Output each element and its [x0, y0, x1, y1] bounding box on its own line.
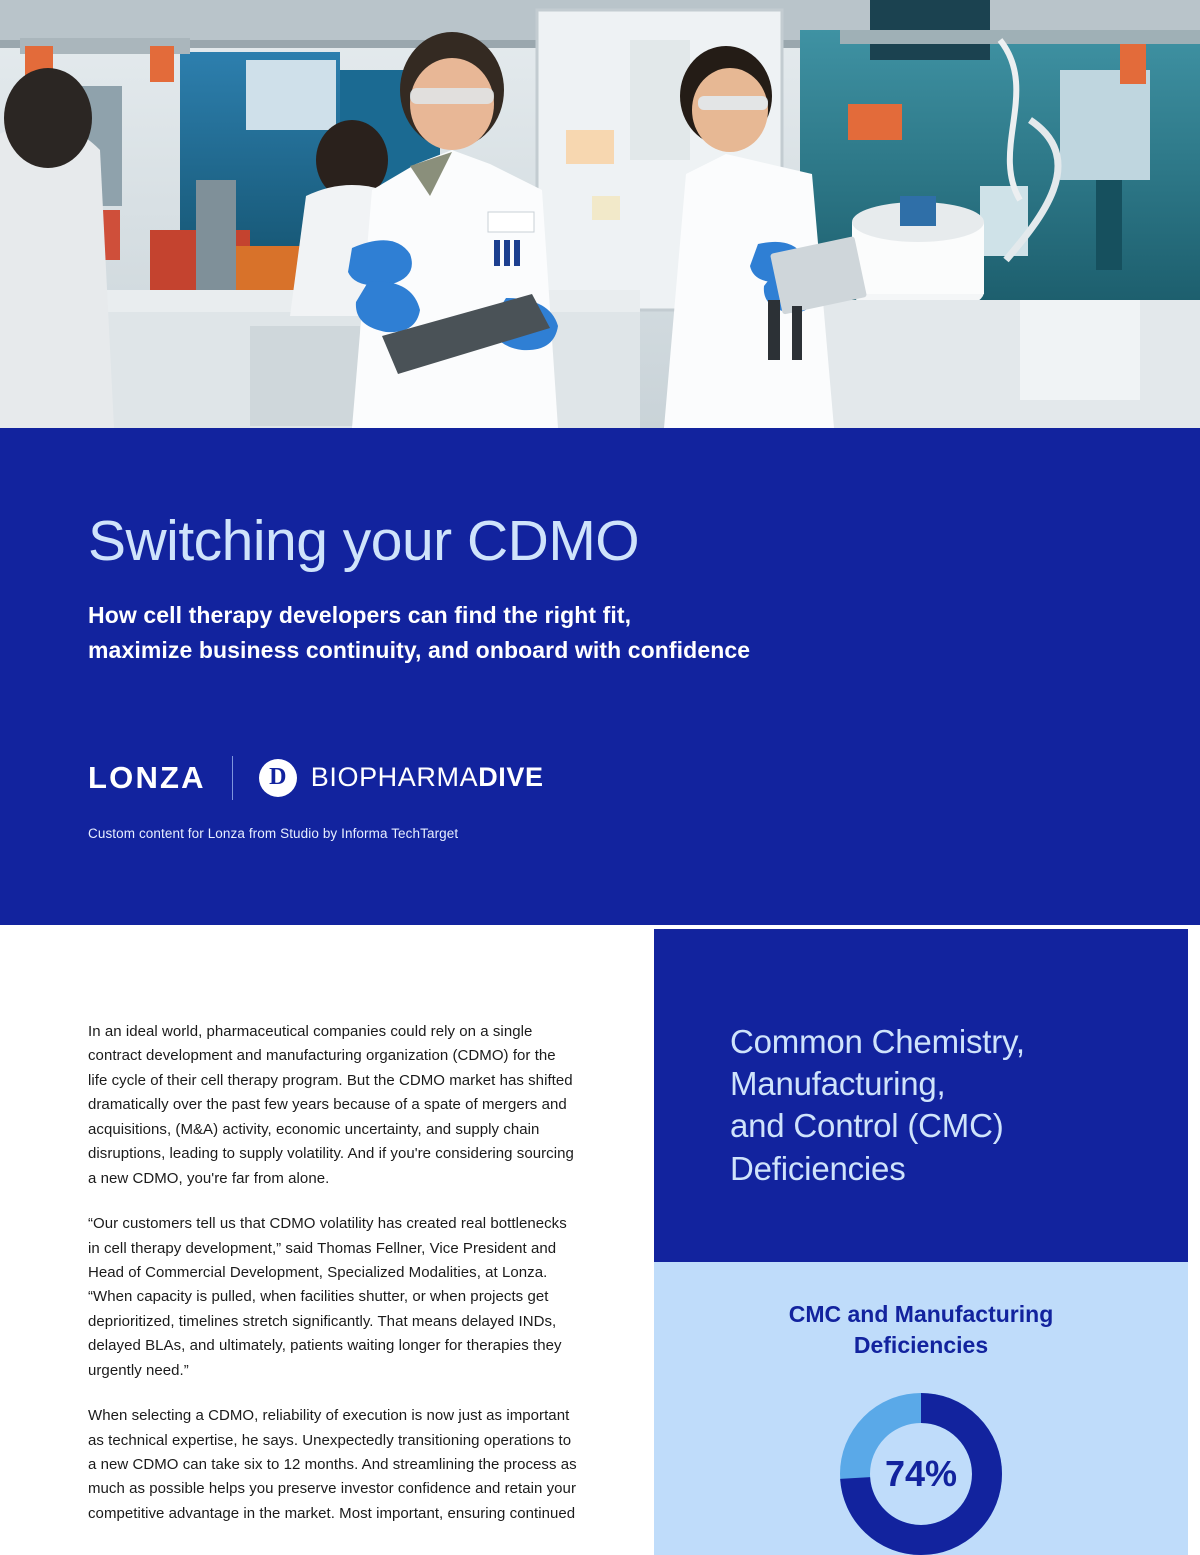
sidebar-heading [730, 1021, 1140, 1190]
stat-title-line-2: Deficiencies [853, 1331, 989, 1358]
sidebar-heading-line-2: Manufacturing, [730, 1065, 946, 1103]
subtitle-line-1: How cell therapy developers can find the right fit, [88, 601, 632, 628]
brand-lockup [88, 758, 1088, 798]
sidebar-callout [654, 929, 1188, 1555]
sidebar-stat-block [654, 1262, 1188, 1555]
lonza-logo: LONZA [88, 759, 206, 795]
sidebar-heading-line-1: Common Chemistry, [730, 1023, 1025, 1060]
article-paragraph: “Our customers tell us that CDMO volatility has created real bottlenecks in cell therapy development,” said Thomas Fellner, Vice President and Head of Commercial Development, Specialized Modalities, at Lonza. “When capacity is pulled, when facilities shutter, or when projects get deprioritized, timelines stretch significantly. That means delayed INDs, delayed BLAs, and ultimately, patients waiting longer for therapies they urgently need.” [88, 1215, 567, 1379]
subtitle-line-2: maximize business continuity, and onboard with confidence [88, 636, 751, 663]
sidebar-heading-block [654, 929, 1188, 1262]
stat-title-line-1: CMC and Manufacturing [788, 1301, 1054, 1327]
wordmark-biopharma: BIOPHARMA [310, 762, 479, 793]
brand-divider [232, 756, 233, 800]
article-paragraph: When selecting a CDMO, reliability of execution is now just as important as technical expertise, he says. Unexpectedly transitioning operations to a new CDMO can take six to 12 months. And streamlining the process as much as possible helps you preserve investor confidence and retain your competitive advantage in the market. Most important, ensuring continued [88, 1407, 577, 1522]
article-paragraph: In an ideal world, pharmaceutical companies could rely on a single contract development and manufacturing organization (CDMO) for the life cycle of their cell therapy program. But the CDMO market has shifted dramatically over the past few years because of a spate of mergers and acquisitions, (M&A) activity, economic uncertainty, and supply chain disruptions, leading to supply volatility. And if you're considering sourcing a new CDMO, you're far from alone. [88, 1023, 574, 1187]
custom-content-note: Custom content for Lonza from Studio by Informa TechTarget [88, 825, 459, 841]
biopharma-dive-wordmark [311, 762, 544, 793]
biopharma-dive-logo [259, 759, 544, 797]
sidebar-heading-line-3: and Control (CMC) [730, 1107, 1004, 1145]
donut-value-label: 74% [884, 1452, 958, 1494]
lab-photo-illustration [0, 0, 1200, 428]
dive-mark-icon: D [259, 759, 297, 797]
hero-photo [0, 0, 1200, 428]
article-body [88, 1020, 578, 1547]
stat-title [654, 1299, 1188, 1361]
page-subtitle [88, 598, 1088, 668]
cover-title-band [0, 428, 1200, 925]
sidebar-heading-line-4: Deficiencies [730, 1149, 906, 1187]
wordmark-dive: DIVE [478, 762, 544, 793]
page-title: Switching your CDMO [88, 509, 640, 573]
donut-chart [832, 1385, 1010, 1555]
